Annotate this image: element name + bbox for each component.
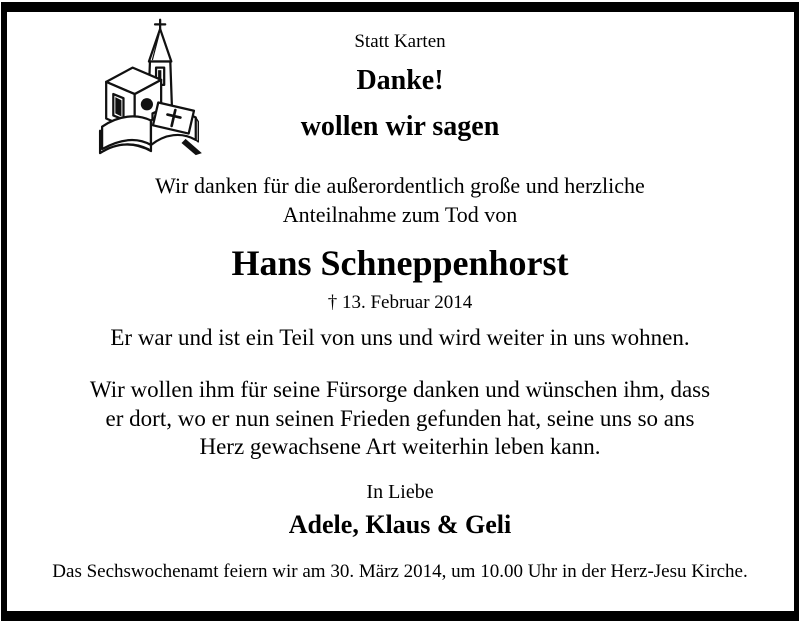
tribute-line: Er war und ist ein Teil von uns und wird weiter in uns wohnen. <box>110 325 690 350</box>
deceased-name: Hans Schneppenhorst <box>231 243 569 283</box>
message-line-2: er dort, wo er nun seinen Frieden gefunden hat, seine uns so ans <box>105 405 695 431</box>
headline-danke: Danke! <box>356 65 444 96</box>
pre-header-text: Statt Karten <box>354 31 446 52</box>
headline-wollen-wir-sagen: wollen wir sagen <box>300 111 500 142</box>
closing-salutation: In Liebe <box>366 481 434 503</box>
message-paragraph <box>15 376 785 462</box>
service-announcement: Das Sechswochenamt feiern wir am 30. März 2014, um 10.00 Uhr in der Herz-Jesu Kirche. <box>52 561 748 582</box>
intro-paragraph <box>15 171 785 229</box>
intro-line-1: Wir danken für die außerordentlich große und herzliche <box>155 173 645 198</box>
message-line-1: Wir wollen ihm für seine Fürsorge danken und wünschen ihm, dass <box>89 377 711 402</box>
death-date: † 13. Februar 2014 <box>327 292 473 313</box>
family-signature: Adele, Klaus & Geli <box>288 510 512 539</box>
intro-line-2: Anteilnahme zum Tod von <box>282 202 518 227</box>
message-line-3: Herz gewachsene Art weiterhin leben kann. <box>199 434 601 459</box>
